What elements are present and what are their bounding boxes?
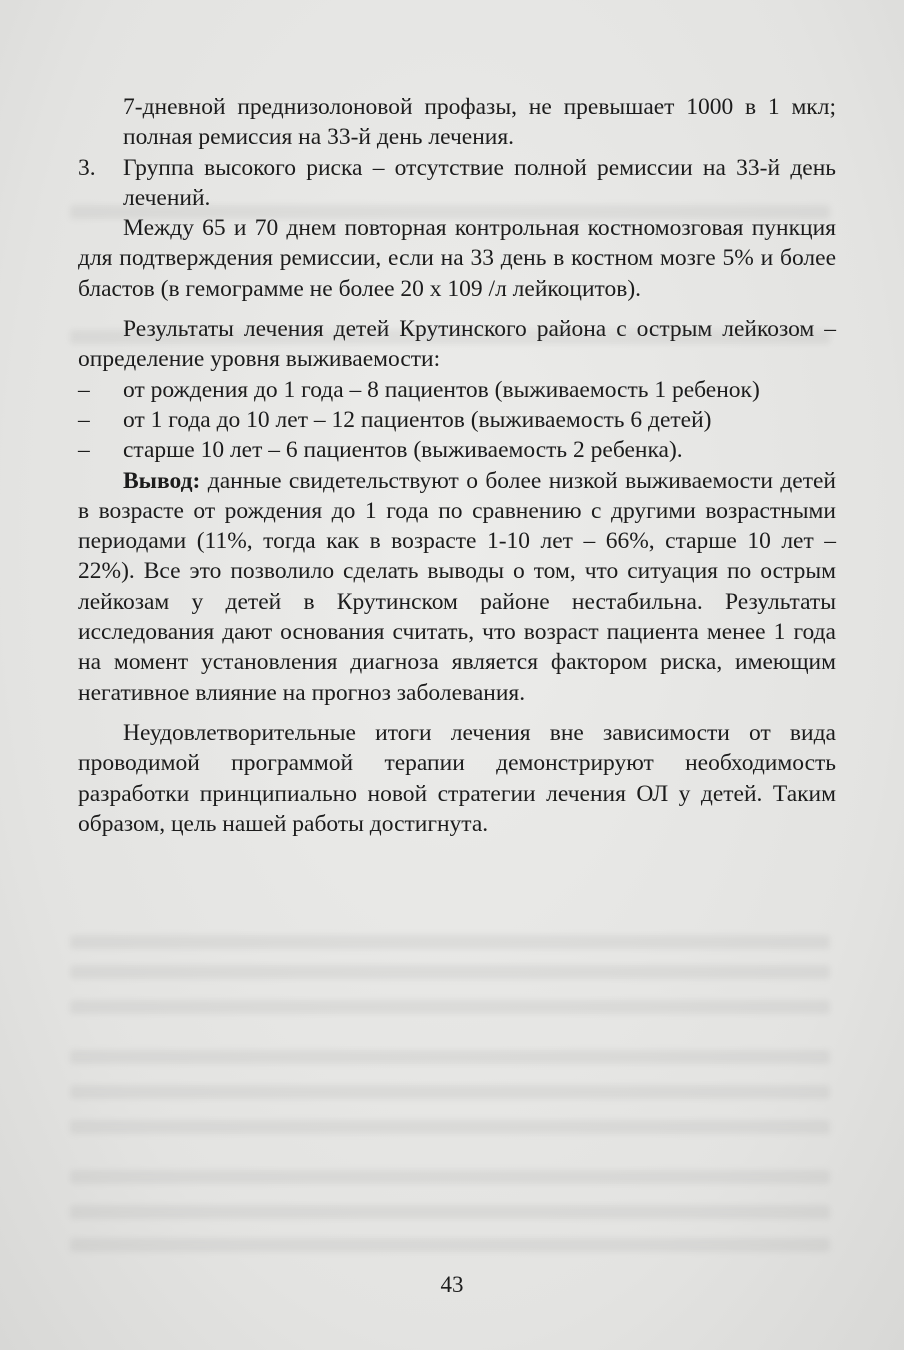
conclusion-label: Вывод: — [123, 467, 201, 494]
paragraph-gap — [78, 708, 836, 718]
page-body — [78, 92, 836, 839]
bleed-through-shadow — [70, 1085, 830, 1099]
paragraph-survival-intro: Результаты лечения детей Крутинского района с острым лейкозом – определение уровня выживаемости: — [78, 316, 836, 373]
bleed-through-shadow — [70, 1238, 830, 1252]
bleed-through-shadow — [70, 1000, 830, 1014]
bleed-through-shadow — [70, 1120, 830, 1134]
list-dash: – — [78, 376, 90, 403]
list-item-text: Группа высокого риска – отсутствие полной ремиссии на 33-й день лечений. — [123, 154, 836, 211]
dash-item-infants — [78, 375, 836, 405]
paragraph-final: Неудовлетворительные итоги лечения вне зависимости от вида проводимой программой терапии демонстрируют необходимость разработки принципиально новой стратегии лечения ОЛ у детей. Таким образом, цель нашей работы достигнута. — [78, 719, 836, 837]
bleed-through-shadow — [70, 1050, 830, 1064]
paragraph-control-puncture: Между 65 и 70 днем повторная контрольная костномозговая пункция для подтверждения ремиссии, если на 33 день в костном мозге 5% и более бластов (в гемограмме не более 20 х 109 /л лейкоцитов). — [78, 215, 836, 302]
list-number: 3. — [78, 154, 96, 181]
paragraph-prophase-continuation: 7-дневной преднизолоновой профазы, не превышает 1000 в 1 мкл; полная ремиссия на 33-й день лечения. — [123, 94, 836, 151]
dash-item-older — [78, 435, 836, 465]
bleed-through-shadow — [70, 1205, 830, 1219]
paragraph-gap — [78, 304, 836, 314]
page-number: 43 — [440, 1272, 464, 1297]
dash-item-children — [78, 405, 836, 435]
list-dash: – — [78, 406, 90, 433]
list-dash: – — [78, 437, 90, 464]
list-item-text: от 1 года до 10 лет – 12 пациентов (выживаемость 6 детей) — [123, 406, 712, 433]
list-item-text: старше 10 лет – 6 пациентов (выживаемость 2 ребенка). — [123, 437, 683, 464]
conclusion-text: данные свидетельствуют о более низкой выживаемости детей в возрасте от рождения до 1 года по сравнению с другими возрастными периодами (11%, тогда как в возрасте 1-10 лет – 66%, старше 10 лет – 22%). Все это позволило сделать выводы о том, что ситуация по острым лейкозам у детей в Крутинском районе нестабильна. Результаты исследования дают основания считать, что возраст пациента менее 1 года на момент установления диагноза является фактором риска, имеющим негативное влияние на прогноз заболевания. — [78, 467, 836, 706]
list-item-text: от рождения до 1 года – 8 пациентов (выживаемость 1 ребенок) — [123, 376, 760, 403]
numbered-item-high-risk — [78, 153, 836, 214]
bleed-through-shadow — [70, 1170, 830, 1184]
bleed-through-shadow — [70, 935, 830, 949]
bleed-through-shadow — [70, 965, 830, 979]
paragraph-conclusion — [78, 466, 836, 708]
